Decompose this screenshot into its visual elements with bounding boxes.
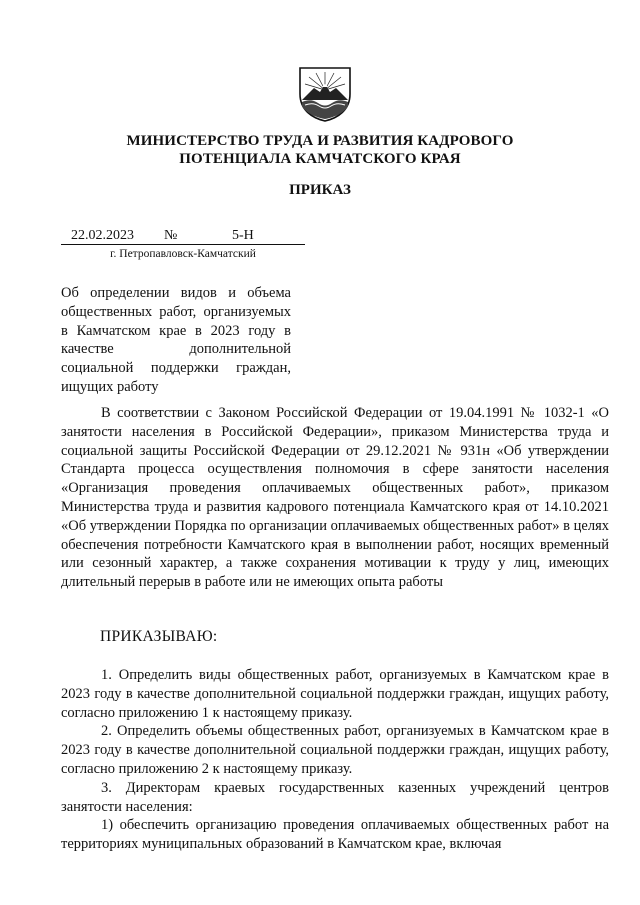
order-items xyxy=(61,666,609,854)
order-subitem-1: 1) обеспечить организацию проведения оплачиваемых общественных работ на территориях муниципальных образований в Камчатском крае, включая xyxy=(61,817,609,853)
preamble-text: В соответствии с Законом Российской Федерации от 19.04.1991 № 1032-1 «О занятости населения в Российской Федерации», приказом Министерства труда и социальной защиты Российской Федерации от 29.12.2021 № 931н «Об утверждении Стандарта процесса осуществления полномочия в сфере занятости населения «Организация проведения оплачиваемых общественных работ», приказом Министерства труда и развития кадрового потенциала Камчатского края от 14.10.2021 «Об утверждении Порядка по организации оплачиваемых общественных работ» в целях обеспечения потребности Камчатского края в выполнении работ, носящих временный или сезонный характер, а также сохранения мотивации к труду у лиц, имеющих длительный перерыв в работе или не имеющих опыта работы xyxy=(61,405,609,591)
document-number: 5-Н xyxy=(232,228,254,243)
order-word: ПРИКАЗЫВАЮ: xyxy=(100,628,218,645)
document-city: г. Петропавловск-Камчатский xyxy=(110,248,256,260)
document-meta-line xyxy=(61,226,305,246)
number-sign: № xyxy=(164,228,178,243)
coat-of-arms-emblem xyxy=(296,64,354,122)
ministry-name xyxy=(0,132,640,168)
document-type-title: ПРИКАЗ xyxy=(289,182,351,198)
order-item-1: 1. Определить виды общественных работ, организуемых в Камчатском крае в 2023 году в качестве дополнительной социальной поддержки граждан, ищущих работу, согласно приложению 1 к настоящему приказу. xyxy=(61,667,609,721)
document-date: 22.02.2023 xyxy=(71,228,134,243)
order-item-2: 2. Определить объемы общественных работ, организуемых в Камчатском крае в 2023 году в качестве дополнительной социальной поддержки граждан, ищущих работу, согласно приложению 2 к настоящему приказу. xyxy=(61,723,609,777)
order-item-3: 3. Директорам краевых государственных казенных учреждений центров занятости населения: xyxy=(61,779,609,815)
preamble xyxy=(61,404,609,592)
ministry-name-line2: ПОТЕНЦИАЛА КАМЧАТСКОГО КРАЯ xyxy=(179,151,461,167)
meta-underline xyxy=(61,244,305,245)
ministry-name-line1: МИНИСТЕРСТВО ТРУДА И РАЗВИТИЯ КАДРОВОГО xyxy=(126,133,514,149)
document-subject: Об определении видов и объема общественных работ, организуемых в Камчатском крае в 2023 году в качестве дополнительной социальной поддержки граждан, ищущих работу xyxy=(61,285,291,395)
